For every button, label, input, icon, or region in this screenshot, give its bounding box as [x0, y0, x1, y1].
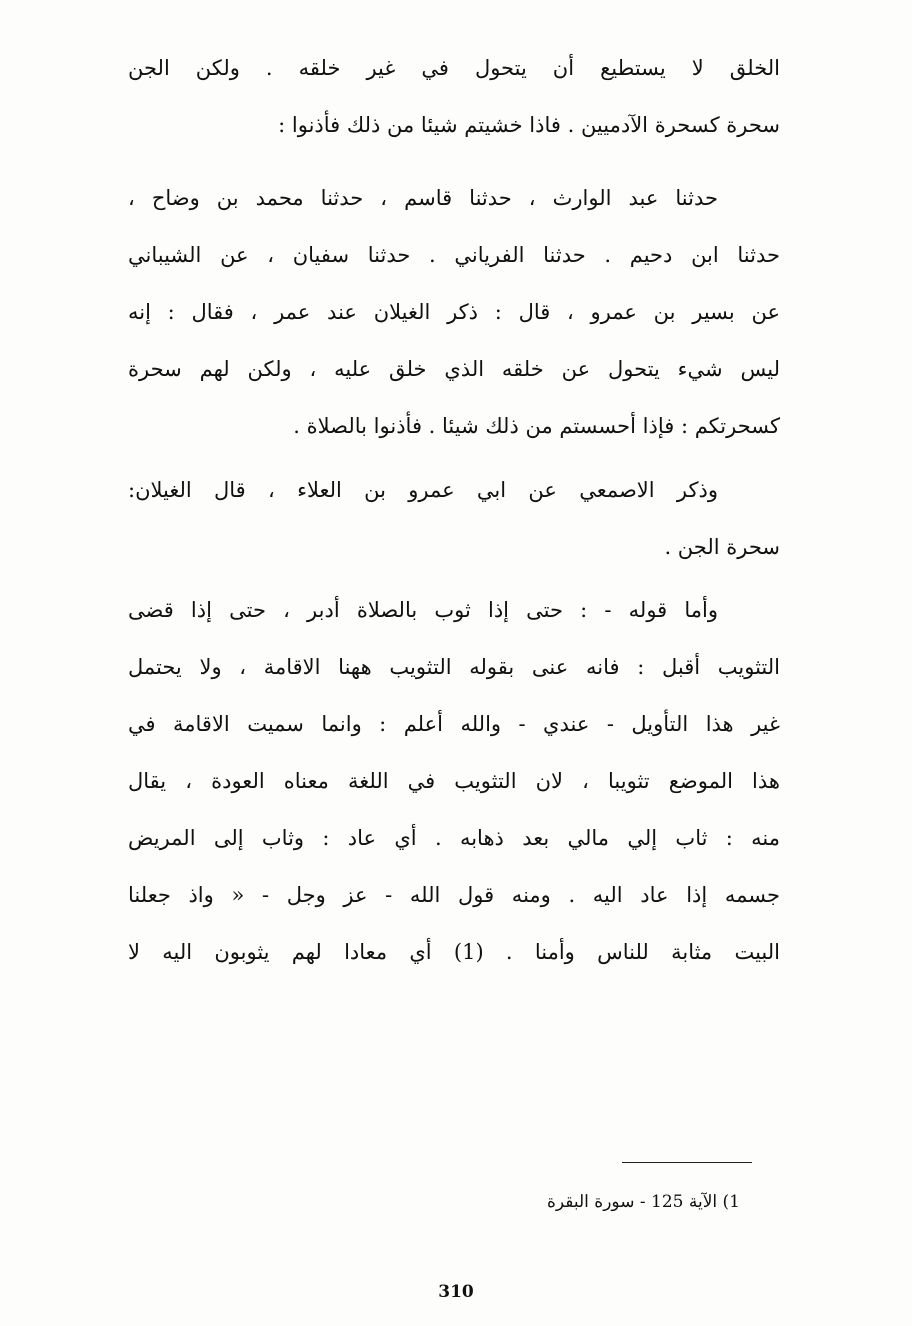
text-line: ليس شيء يتحول عن خلقه الذي خلق عليه ، ولكن لهم سحرة	[128, 357, 780, 381]
paragraph-1	[128, 40, 780, 154]
text-line: هذا الموضع تثويبا ، لان التثويب في اللغة معناه العودة ، يقال	[128, 769, 780, 793]
paragraph-4	[128, 582, 780, 981]
footnote: 1) الآية 125 - سورة البقرة	[546, 1192, 740, 1212]
paragraph-3	[128, 462, 780, 576]
text-line: غير هذا التأويل - عندي - والله أعلم : وانما سميت الاقامة في	[128, 712, 780, 736]
text-line: الخلق لا يستطيع أن يتحول في غير خلقه . ولكن الجن	[128, 56, 780, 80]
text-line: البيت مثابة للناس وأمنا . (1) أي معادا لهم يثوبون اليه لا	[128, 940, 780, 964]
text-line: وأما قوله - : حتى إذا ثوب بالصلاة أدبر ، حتى إذا قضى	[128, 598, 718, 622]
text-line: سحرة الجن .	[664, 535, 780, 559]
text-line: منه : ثاب إلي مالي بعد ذهابه . أي عاد : وثاب إلى المريض	[128, 826, 780, 850]
text-line: التثويب أقبل : فانه عنى بقوله التثويب ههنا الاقامة ، ولا يحتمل	[128, 655, 780, 679]
text-line: حدثنا ابن دحيم . حدثنا الفرياني . حدثنا سفيان ، عن الشيباني	[128, 243, 780, 267]
footnote-divider	[622, 1162, 752, 1163]
text-line: حدثنا عبد الوارث ، حدثنا قاسم ، حدثنا محمد بن وضاح ،	[128, 186, 718, 210]
text-line: كسحرتكم : فإذا أحسستم من ذلك شيئا . فأذنوا بالصلاة .	[293, 414, 780, 438]
paragraph-2	[128, 170, 780, 455]
text-line: سحرة كسحرة الآدميين . فاذا خشيتم شيئا من ذلك فأذنوا :	[278, 113, 780, 137]
text-line: جسمه إذا عاد اليه . ومنه قول الله - عز وجل - « واذ جعلنا	[128, 883, 780, 907]
page-number: 310	[438, 1282, 474, 1302]
text-line: وذكر الاصمعي عن ابي عمرو بن العلاء ، قال الغيلان:	[128, 478, 718, 502]
text-line: عن بسير بن عمرو ، قال : ذكر الغيلان عند عمر ، فقال : إنه	[128, 300, 780, 324]
